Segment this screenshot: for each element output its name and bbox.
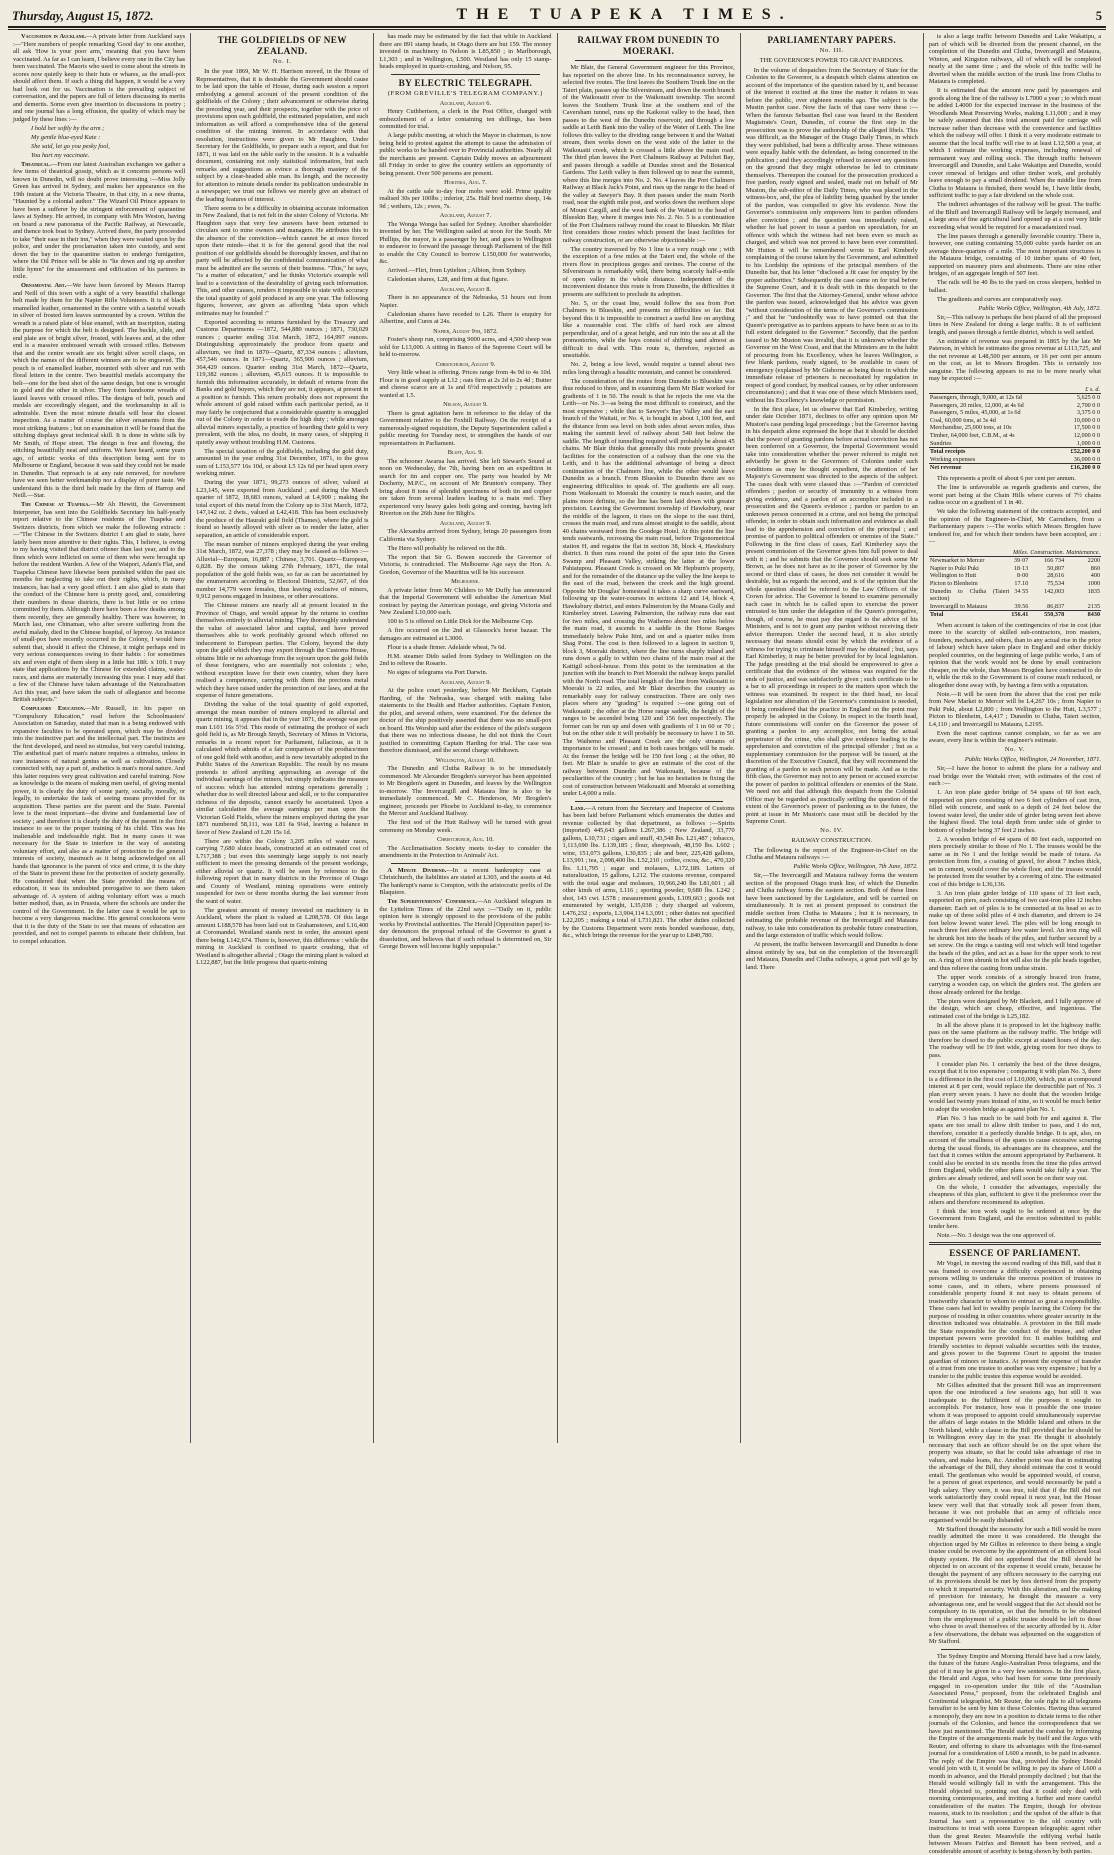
paragraph: The rails will be 40 lbs to the yard on cross sleepers, bedded in ballast.: [928, 279, 1102, 294]
dateline: Melbourne.: [451, 578, 480, 585]
paragraph: The Dunedin and Clutha Railway is to be immediately commenced. Mr Alexander Brogden's surveyor has been appointed to Mr Brogden's agent in Dunedin, and leaves by the Wellington to-morrow. The Invercargill and Mataura line is also to be immediately commenced. Mr C. Henderson, Mr Brogden's engineer, proceeds per Phoebe to Auckland to-day, to commence the Mercer and Auckland Railway.: [379, 765, 552, 817]
article-land-revenue: Land.—A return from the Secretary and Inspector of Customs has been laid before Parliament which enumerates the duties and revenue collected by that department, as follows :—Spirits (imported) 445,643 gallons L267,386 ; New Zealand, 33,770 gallons, L10,731 ; cigars and snuff, 43,548 lbs. L21,487 ; tobacco, 1,113,690 lbs. L139,185 ; flour, sheepwash, 48,150 lbs. L602 ; wine, 151,073 gallons, L30,835 ; ale and beer, 225,428 gallons, L13,991 ; tea, 2,098,400 lbs. L52,210 ; coffee, cocoa, &c., 470,320 lbs. L11,795 ; sugar and molasses, L172,189. Letters of naturalization, 15 gallons, L212. The customs revenue, compared with the total sugar and molasses, 19,966,240 lbs L81,601 ; all other kinds of arms, L116 ; sporting powder, 9,680 lbs. L242 ; shot, 143 cwt. L578 ; measurement goods, L109,663 ; goods not enumerated by weight, L35,038 ; duty charged ad valorem, L476,232 ; exports, L3,904,114 L3,091 ; other duties not specified L22,205 ; making a total of L731,821. The other duties collected by the Customs Department were rents bonded warehouse, duty, &c., which brings the revenue for the year up to L840,780.: [562, 804, 735, 939]
table-header-row: Miles. Construction. Maintenance.: [929, 549, 1101, 557]
dateline: Bluff, Aug. 9.: [447, 449, 484, 456]
paragraph: It is estimated that the amount now paid by passengers and goods along the line of the railway is L7000 a year ; to which must be added L4000 for the expected increase in the business of the Woodlands Meat Preserving Works, making L11,000 ; and it may be safely assumed that this total amount paid for carriage will increase rather than decrease with the convenience and facilities which the railway will offer. I think it a very moderate estimate to assume that the local traffic will rise to at least L12,500 a year, at which I estimate the working expenses, including renewal of permanent way and rolling stock. The through traffic between Invercargill and Dunedin, and Lake Wakatipu and Dunedin, would cover renewal of bridges and other timber work, and probably leave enough to pay a small dividend. When the middle line from Clutha to Mataura is finished, there would be, I have little doubt, sufficient traffic to pay a fair dividend on the whole cost.: [928, 87, 1102, 199]
paragraph: There are within the Colony 3,205 miles of water races, carrying 7,680 sluice heads, constructed at an estimated cost of L717,388 ; but even this seemingly large supply is not nearly sufficient to meet the pressing demands of the present workings, either alluvial or quartz. It will be seen by reference to the following report that in many districts in the Province of Otago and County of Westland, mining operations were entirely suspended for two or three months during the last summer from the want of water.: [196, 837, 369, 905]
lead-compulsory-education: Compulsory Education.: [21, 705, 86, 712]
dateline: Napier, August 9th, 1872.: [433, 327, 498, 335]
contracts-rows: [929, 557, 1101, 611]
paragraph: Dividing the value of the total quantity of gold exported, amongst the mean number of miners employed in alluvial and quartz mining, it appears that in the year 1871, the average was per man L101 16s 5½d. This mode of estimating the produce of each gold field is, as Mr Brough Smyth, Secretary of Mines in Victoria, remarks in a recent report for Parliament, fallacious, as it is calculated which admits of a fair comparison of the produce/men of one gold field with another, and is now invariably adopted in the Public States of the American Republic. The result by no means pretends to afford anything approaching an average of the individual earnings of the miners, but simply indicates the measure of success which has attended mining operations generally ; whether due to well directed labour and skill, or to the comparative richness of the deposits, cannot exactly be ascertained. Upon a similar calculation the average earnings per man upon the Victorian Gold Fields, where the miners employed during the year 1871 numbered 58,111, was L81 6s 9¼d, leaving a balance in favor of New Zealand of L20 15s 1d.: [196, 701, 369, 836]
subhead-topic: THE GOVERNOR'S POWER TO GRANT PARDONS.: [759, 57, 904, 64]
revenue-estimate-rows: [929, 394, 1101, 448]
headline-telegraph: BY ELECTRIC TELEGRAPH.: [398, 77, 533, 88]
lead-land: Land.: [570, 804, 586, 812]
letter-address: Public Works Office, Wellington, 24 November, 1871.: [964, 756, 1102, 764]
paragraph: Mr Vogel, in moving the second reading of this Bill, said that it was framed to overcome a difficulty experienced in obtaining persons willing to undertake the onerous position of trustees in some cases, and in others, where persons possessed of considerable property found it not easy to obtain persons of trustworthy character to whom to entrust so great a responsibility. These cases had led to wealthy people leaving the Colony for the purpose of residing in other countries where greater security in the direction indicated was obtainable. A provision in the Bill made the State responsible for the conduct of the trustee, and other important powers were provided for. It enables building and friendly societies to deposit valuable securities with the trustee, and gives power to the Supreme Court to appoint the trustee guardian of minors or lunatics. At present the expense of transfer of a trust from one trustee to another was very expensive ; but by a transfer to the public trustee this expense would be avoided.: [928, 1260, 1102, 1380]
dateline: Hokitika, Aug. 7.: [444, 179, 487, 186]
paragraph: There is no appearance of the Nebraska, 51 hours out from Napier.: [379, 294, 552, 309]
paragraph: No. 5, or the coast line, would follow the sea from Port Chalmers to Blueskin, and presents no difficulties so far. But beyond this it is impossible to construct a useful line on anything like a reasonable cost. The cliffs of hard rock are almost perpendicular, and of a great height, and run into the sea at all the promontories, while the bays consist of shifting sand almost as difficult to deal with. This route is, therefore, rejected as unsuitable.: [562, 299, 735, 359]
paragraph: No. 2, being a low level, would require a tunnel about two miles long through a basaltic mountain, and cannot be considered.: [562, 361, 735, 376]
dateline: Auckland, August 6.: [439, 99, 492, 107]
paragraph: When account is taken of the contingencies of rise in cost (due more to the scarcity of skilled sub-contractors, iron masters, founders, mechanics, and others, than to any actual rise in the price of labour) which have taken place in England and other thickly peopled countries, on the beginning of large public works, I am of opinion that the work would not be done by small contractors cheaper, on the whole, than Messrs Brogden have contracted to do it, while the risk to the Government is of course much reduced, or altogether done away with, by having a firm with a reputation.: [928, 621, 1102, 689]
section-rule: [929, 1242, 1101, 1245]
paragraph: Caledonian shares, L28, and firm at that figure.: [387, 276, 509, 283]
column-3: [374, 33, 557, 1443]
paragraph: The special taxation of the goldfields, including the gold duty, amounted in the year ending 31st December, 1871, to the gross sum of L153,577 16s 10d, or about L5 12s 6d per head upon every working miner.: [196, 447, 369, 477]
table-row: Coal, 60,000 tons, at 3s 4d 10,000 0 0: [929, 416, 1101, 424]
masthead: [8, 6, 1106, 28]
article-ornamental-art: Ornamental Art.—We have been favored by Messrs Harrop and Neill of this town with a sight of a very beautiful challenge belt made by them for the Napier Rifle Volunteers. It is of black enamelled leather, ornamented in the centre with a tasteful wreath in silver of frosted fern leaves surmounted by a crown. Within the wreath is a raised plate of blue enamel, with an inscription, stating the purpose for which the belt is designed. The buckle, slide, and end plate are of bright silver, frosted, with leaves and, at the other end is a massive embossed wreath with crossed rifles. Between that and the centre wreath are six bright silver scroll clasps, on which the names of the different winners are to be engraved. The pouch is of enamelled leather, mounted with silver and run with floral letters in the centre. Two beautiful medals accompany the belt—one for the best shot of the same design, but one is wrought in gold and the other in silver. They form handsome wreaths of laurel leaves with crossed rifles. The designs of belt, pouch and medals are exceedingly elegant, and the workmanship in all is admirable. Even the most minute details will bear the closest inspection. As a matter of course the silver ornaments from the most striking features ; but on examination it will be found that the stitching displays great technical skill. It is done in white silk by Mr Smith, of Hope street. The design is free and flowing, the stitching beautifully neat and uniform. We have heard, some years ago, of artistic works of this description being sent for to Melbourne or England, because it was said they could not be made in Dunedin. That reproach is at any rate removed, for nowhere have we seen better workmanship nor a display of purer taste. We understand this is the third belt made by the firm of Harrop and Neill.—Star.: [13, 282, 186, 499]
paragraph: On the whole, I consider the advantages, especially the cheapness of this plan, sufficient to give it the preference over the others and therefore recommend its adoption.: [928, 1183, 1102, 1206]
paragraph: has made may be estimated by the fact that while in Auckland there are 891 stamp heads, in Otago there are but 159. The money invested in machinery in Nelson is L85,850 ; in Marlborough, L1,303 ; and in Wellington, L500. Westland has only 15 stamp-heads employed in quartz-crushing, and Nelson, 95.: [379, 33, 552, 70]
paragraph: Note.—It will be seen from the above that the cost per mile from New Market to Mercer will be L4,267 10s ; from Napier to Puki Puki, about L2,800 ; from Wellington to the Hutt, L3,577 ; Picton to Blenheim, L4,417 ; Dunedin to Clutha, Taieri section, L4,110 ; and Invercargill to Mataura, L2195.: [928, 690, 1102, 728]
paragraph: Very little wheat is offering. Prices range from 4s 9d to 4s 10d. Flour is in good supply at L12 ; oats firm at 2s 2d to 2s 4d ; Butter and cheese scarce are at 1s and 6½d respectively ; potatoes are wanted at 1.5.: [379, 369, 552, 399]
paragraph: At the cattle sale to-day four mobs were sold. Prime quality realised 30s per 100lbs ; inferior, 25s. Half bred merino sheep, 14s 9d ; wethers, 12s ; ewes, 7s.: [379, 187, 552, 210]
paragraph: The first sod of the Hutt Railway will be turned with great ceremony on Monday week.: [379, 819, 552, 834]
paragraph: The line is unfavorable as regards gradients and curves, the worst part being at the Chain Hills where curves of 7½ chains radius occur on a gradient of 1 in 40.: [928, 484, 1102, 507]
paragraph: No signs of telegrams via Port Darwin.: [387, 669, 488, 676]
lead-vaccination: Vaccination in Auckland.: [21, 33, 86, 40]
headline-parliamentary-papers: PARLIAMENTARY PAPERS.: [767, 35, 897, 45]
subhead-topic: RAILWAY CONSTRUCTION.: [791, 837, 873, 844]
dateline: Christchurch, August 9.: [435, 360, 496, 368]
paragraph: A large public meeting, at which the Mayor in chairman, is now being held to protest against the attempt to cause the admission of public works to be handed over to Provincial authorities. Nearly all the merchants are present. Captain Daldy moves an adjournment till Friday in order to give the country settlers an opportunity of being present. Over 500 persons are present.: [379, 132, 552, 177]
paragraph: In the volume of despatches from the Secretary of State for the Colonies to the Governor, is a despatch which claims attention on account of the importance of the question raised by it, and because of the interest it excited at the time the matter it relates to was before the public, over eighteen months ago. The subject is the Mustin pardon case. Now the facts of that case were these :—When the famous Sebastian Ibel case was heard in the Resident Magistrate's Court, Dunedin, of course the first step in the prosecution was to prove the authorship of the alleged libels. This was difficult, as the Manager of the Otago Daily Times, in which they were published, had been a difficulty arose. These witnesses were equally liable with the defendant, as being concerned in the publication ; and they accordingly refused to answer any questions on the ground that they might otherwise be led to criminate themselves. Thereupon the counsel for the prosecution produced a free pardon, ready signed and sealed, made out on behalf of Mr Muston, the sub-editor of the Daily Times, who was placed in the witness-box, and, the plea of liability being quashed by the tender of the pardon, was compelled to give his evidence. Now the Governor's commission only empowers him to pardon offenders after conviction ; and the question was immediately raised, whether he had power to issue a pardon on speculation, for an offence with which the witness had not been even so much as charged, and which was not proved to have been ever committed. Mr Hutton it will be remembered wrote to Earl Kimberly complaining of the course taken by the Government, and submitted to his Lordship the opinions of the principal members of the Dunedin bar, that his letter "disclosed a fit case for enquiry by the proper authorities." Subsequently the case came on for trial before the Supreme Court, and it is dealt with in this despatch to the Governor. The first that the Attorney-General, under whose advice the pardon was issued, acknowledged that his advice was given "without consideration of the terms of the Governor's commission ;" and that he "undoubtedly was to have pointed out that the Queen's prerogative as to pardons appears to have been so as to its full extent delegated to the Governor." Secondly, that the pardon issued to Mr Muston was invalid, that it is unknown whether the Governor on the West Coast, and that the Ministers are in the habit of procuring from his Excellency, when he leaves Wellington, a few blank pardons, ready signed, to be available in cases of emergency (explained by Mr Gisborne as being those in which the immediate release of prisoners is necessitated by regulation in respect of good conduct, by medical causes, or by other unforeseen circumstances) ; and that it was one of these which Ministers used, without his Excellency's knowledge or permission.: [745, 66, 918, 404]
table-total-row: Total receipts £52,200 0 0: [929, 448, 1101, 456]
paragraph: 2. A wooden bridge of 44 spans of 80 feet each, supported on piers precisely similar to those of No 1. The trusses would be the same as in No 1 and the bridge would be made of totara. As protection from fire, a coating of gravel, for about 7 inches thick, set in cement, would cover the whole floor, and the trusses would be protected from the weather by a covering of zinc. The estimated cost of this bridge is L36,136.: [928, 835, 1102, 888]
paragraph: Arrived.—Flirt, from Lyttelton ; Albion, from Sydney.: [387, 267, 527, 274]
table-row: Invercargill to Mataura 39.56 86,837 2135: [929, 602, 1101, 610]
table-row: Picton to Blenheim 17.10 75,534 1000: [929, 579, 1101, 587]
paragraph: Plan No. 3 has much to be said both for and against it. The spans are too small to allow drift timber to pass, and I do not, therefore, consider it a perfectly durable bridge. It is apt, also, on account of the smallness of the spans to cause excessive scouring during the usual floods, its advantages are its cheapness, and the fact that it comes within the amount appropriated by Parliament. It could also be erected in six months from the time the piles arrived from England, while the other plans would take fully a year. The girders are already ordered, and will soon be on their way out.: [928, 1114, 1102, 1182]
paragraph: The line passes through a generally favorable country. There is, however, one cutting containing 55,000 cubic yards harder on an average three-quarters of a mile. The most important structures is the Mataura bridge, consisting of 10 timber spans of 40 feet, supported on masonry piers and abutments. There are nine other bridges, of an aggregate length of 507 feet.: [928, 232, 1102, 277]
section-rule: [941, 1649, 1089, 1650]
paragraph: Foster's sheep run, comprising 9000 acres, and 4,500 sheep was sold for L13,000. A sitting in Banco of the Supreme Court will be held to-morrow.: [379, 336, 552, 358]
subhead-number: No. III.: [819, 47, 844, 54]
paragraph: I consider plan No. 1 certainly the best of the three designs, except that it is too expensive ; comparing it with plan No. 3, there is a difference in the first cost of L10,000, which, put at compound interest at 8 per cent, would replace the destructible part of No. 3 plan every seven years. I have no doubt that the wooden bridge would last twenty years instead of nine, so it would be much better to adopt the wooden bridge as against plan No. 1.: [928, 1060, 1102, 1113]
headline-goldfields: THE GOLDFIELDS OF NEW ZEALAND.: [217, 35, 347, 56]
paragraph: The Sydney Empire and Morning Herald have had a row lately, the future of the future Anglo-Australian Press telegrams, and the gist of it may be given in a very few sentences. In the first place, the Herald and Argus, who had been for some time previously engaged in co-operation under the title of the "Australian Associated Press," proposed, from the celebrated English and Continental telegraphist, Mr Reuter, the sole right to all telegrams hereafter to be sent by him to these Colonies. Having thus secured a monopoly, they are now in a position to dictate terms to the other journals of the Colonies, and hence the correspondence that we have just mentioned. The Herald started the combat by informing the Empire of the arrangements made by itself and the Argus with Reuter, and offering to share its advantages with the first-named journal for a consideration of L600 a month, to be paid in advance. The reply of the Empire was that, provided the Sydney Herald would join with it, it would be willing to pay its share of L600 a month in advance, and the Herald promptly declined ; but that the Herald would willingly fall in with the arrangement. This the Herald objected to, pointing out that it could only deal with morning contemporaries, and inviting a further and more careful consideration of the matter. The Empire, though for obvious reasons, stuck to its resolution ; and the upshot of the affair is that Journal has sent a representative to the old country with instructions to treat with some European telegraphic agent other than the great Reuter. Meanwhile the edifying verbal battle between Messrs Fairfax and Bennett has been revived, and a considerable amount of acerbity is being shown by both parties.: [928, 1652, 1102, 1855]
paragraph: A private letter from Mr Childers to Mr Duffy has announced that the Imperial Government will subsidise the American Mail contract by paying the American postage, and giving Victoria and New Zealand L10,000 each.: [379, 586, 552, 616]
subhead-number: No. IV.: [820, 827, 844, 834]
lead-superintendents-conference: The Superintendents' Conference.: [387, 898, 477, 905]
contracts-table: [929, 549, 1101, 619]
dateline: Auckland, August 7.: [439, 212, 492, 219]
paragraph: Even the most captious cannot complain, so far as we are aware, every line is within the engineer's estimate.: [928, 729, 1102, 745]
column-2: [191, 33, 374, 1443]
paragraph: A fire occurred on the 2nd at Glassock's horse bazaar. The damages are estimated at L3000.: [379, 627, 552, 642]
paragraph: The country traversed by No 1 line is a very rough one ; with the exception of a few miles at the Taieri end, the whole of the rivers flow in precipitous gorges and ravines. The course of the Silverstream is remarkably wild, there being scarcely half-a-mile of open valley in the whole distance. Independent of the inconvenient distance this route is from Dunedin, the difficulties it presents are sufficient to preclude its adoption.: [562, 245, 735, 298]
table-row: Passengers, 20 miles, 12,000, at 4s 6d 2,700 0 0: [929, 401, 1101, 409]
headline-essence-parliament: ESSENCE OF PARLIAMENT.: [949, 1248, 1081, 1259]
lead-ornamental-art: Ornamental Art.: [21, 282, 67, 289]
verse-line: I hold her softly by the arm ;: [31, 124, 105, 132]
paragraph: Mr Gillies admitted that the present Bill was an improvement upon the one introduced a few sessions ago, but still it was inadequate to the fulfilment of the purposes it sought to accomplish. For instance, how was it possible the one trustee whom it was proposed to appoint could simultaneously supervise the affairs of large estates in the Middle Island and others in the North Island, while a clause in the Bill provided that he should be in Wellington every day in the year. He thought it absolutely necessary that such an officer should be on the spot where the property was situate, so that he could take advantage of rise in values, and make loans, &c. Another point was that in estimating the advantage of the Bill, they should estimate the cost it would entail. The gentleman who would be appointed would, of course, be a person of great experience, and would necessarily be paid a high salary. They were, it was true, told that if the Bill did not work satisfactorily they could repeal it next year, but the House knew very well that that virtually took all power from them, because it was not probable that an army of officials once organised would be easily disbanded.: [928, 1381, 1102, 1524]
paragraph: During the year 1871, 99,273 ounces of silver, valued at L23,145, were exported from Auckland ; and during the March quarter of 1872, 18,683 ounces, valued at L4,900 ; making the total export of this metal from the Colony up to 31st March, 1872, 147,142 oz. 2 dwts., valued at L42,418. This has been exclusively the produce of the Hauraki gold field (Thames), where the gold is found so heavily alloyed with silver as to render the latter, after separation, an article of considerable export.: [196, 479, 369, 539]
paragraph: The greatest amount of money invested on machinery is in Auckland, where the plant is valued at L208,578. Of this large amount L188,578 has been laid out in Grahamstown, and L16,400 at Coromandel. Westland stands next in order, the amount spent there being L142,674. There is, however, this difference : while the mining in Auckland is confined to quartz crushing, that of Westland is altogether alluvial ; Otago the mining plant is valued at L122,887, but the little progress that quartz-mining: [196, 906, 369, 966]
headline-railway-moeraki: RAILWAY FROM DUNEDIN TO MOERAKI.: [577, 35, 720, 56]
paragraph: 1. An iron plate girder bridge of 54 spans of 60 feet each, supported on piers consisting of two 6 feet cylinders of cast iron, filled with concrete, and sunk to a depth of 24 feet below the lowest water level, the under side of girder being seven feet above the highest flood. The total depth from under side of girder to bottom of cylinder being 37 feet 2 inches.: [928, 789, 1102, 834]
paragraph: Note.—No. 3 design was the one approved of.: [936, 1231, 1056, 1239]
paragraph: The schooner Awarua has arrived. She left Stewart's Sound at noon on Wednesday, the 7th, having been on an expedition in search for tin and copper ore. The party was headed by Mr Docherty, M.P.C., on account of Mr Brunton's company. They bring about 8 tons of splendid specimens of both tin and copper ore taken from several leaders leading to a main reef. They experienced very heavy gales both going and coming, having left Riverton on the 26th June for Bligh's.: [379, 457, 552, 517]
table-row: Working expenses 36,000 0 0: [929, 455, 1101, 463]
paragraph: The gradients and curves are comparatively easy.: [936, 295, 1063, 303]
paragraph: In the first place, let us observe that Earl Kimberley, writing under date October 1871, declines to offer any opinion upon Mr Muston's case pending legal proceedings ; but the Governor having in his despatch alone expressed the hope that it should be decided that the power of granting pardons before actual conviction has not been conferred on a Governor, the Imperial Government would take into consideration whether the power referred to might not advisedly be given to the Governors of Colonies under such conditions as may be thought expedient, the attention of her Majesty's Government was directed to the aspects of the subject. The cases dealt with were classed thus :—"Pardon of convicted offenders ; pardon or security of immunity to a witness from giving evidence, and a pardon of an accomplice included in a prosecution and the Queen's evidence ; pardon or pardon to an unknown person concerned in a crime, and not being the principal offender, in order to obtain such information and evidence as shall lead to the apprehension and conviction of the principal ; and promise of pardon to political offenders or enemies of the State." Following in the first class of cases, Earl Kimberley says the present commission of the Governor gives him full power to deal with it ; and he submits that the Governor should seek some Mr Brown, as he does not have as to the power of Governor by the second or third class of cases, he does not consider it would be desirable, but as regards the second, and is of the opinion that the whole question should be referred to the Law Officers of the Crown for advice. The Governor is bound to examine personally each case in which he is called upon to exercise the power entrusted to him under the delegation of the Queen's prerogative, though, of course, he must pay due regard to the advice of his Ministers, and is not to grant any pardon without receiving their advice thereupon. Under the second head, it is also strictly necessary that means should exist by which the evidence of a witness for trying to criminate himself may be obtained ; but, says Earl Kimberley, it may be better provided for by local legislation. The judge presiding at the trial should be empowered to give a certificate that the evidence of the witness was required for the ends of justice, and was satisfactorily given ; such certificate to be a bar to all proceedings in respect to the matters upon which the witness was examined. In respect to the third head, no local legislation nor alteration of the Governor's commission is needed, it being considered that the practice in England on the point may properly be adopted in the Colony. In respect to the fourth head, future commissions will confer on the Governor the power of granting a pardon to any accomplice, not being the actual perpetrator of the crime, who shall give evidence leading to the apprehension and conviction of the principal offender ; but as a supplementary commission for the purpose will be issued, at the discretion of the Executive Council, that they will recommend the granting of a pardon to such person will be made. And as to the fifth class, the Governor may not to any person or accused exercise the power of pardon to political offenders or enemies of the State. We need not add that although this despatch from the Colonial Office may be regarded as practically settling the question of the extent of the Governor's power of pardoning as to the future, the point at issue in Mr Muston's case must still be decided by the Supreme Court.: [745, 405, 918, 825]
table-row: Sundries 1,000 0 0: [929, 439, 1101, 447]
paragraph: The Chinese miners are nearly all at present located in the Province of Otago, and would appear by the returns to confine themselves entirely to alluvial mining. They thoroughly understand the value of associated labor and capital, and have proved themselves able to work profitably ground which offered no inducement to European parties. The Colony, beyond the duty upon the gold which they may export through the Customs House, obtains little or no advantage from the sojourn upon the gold fields of these foreigners, who are essentially not colonists ; who, without exception leave for their own country, when they have realised a competence, carrying with them the precious metal which they have raised under the protection of our laws, and at the expense of future generations.: [196, 602, 369, 699]
table-row: Wellington to Hutt 8·00 28,616 400: [929, 572, 1101, 580]
letter-address: Public Works Office, Wellington, 7th June, 1872.: [793, 863, 918, 870]
dateline: Nelson, August 9.: [443, 401, 488, 408]
column-5: [741, 33, 924, 1443]
revenue-estimate-table: [929, 386, 1101, 473]
newspaper-title: THE TUAPEKA TIMES.: [456, 6, 793, 23]
paragraph: 3. An iron plate girder bridge of 110 spans of 33 feet each, supported on piers, each consisting of two cast-iron piles 12 inches diameter. Each set of piles is to be connected at its head so as to make up of three solid piles of 4 inch diameter, and driven to 24 feet below lowest water level. The piles will be long enough to reach three feet above ordinary low water level. An iron ring will be shrunk hot into the heads of the piles, and further secured by a set screw. On the rings a casting will rest which will bind together the heads of the piles, and act as a base for the upper work to rest on. A ring of iron shrunk in hot will also tie the pile heads together, and thus relieve the casting from undue strain.: [928, 889, 1102, 972]
verse-line: You hurt my vaccinate.: [31, 151, 90, 159]
paragraph: H.M. steamer Dido sailed from Sydney to Wellington on the 2nd to relieve the Rosario.: [379, 652, 552, 667]
paragraph: At present, the traffic between Invercargill and Dunedin is done almost entirely by sea, but on the completion of the Invercargill and Mataura, Dunedin and Clutha railways, a great part will go by land. There: [745, 941, 918, 971]
table-header-row: £ s. d.: [929, 386, 1101, 394]
section-rule: [391, 74, 539, 75]
section-rule: [575, 60, 723, 61]
table-row: Passengers, through, 9,000, at 12s 6d 5,625 0 0: [929, 394, 1101, 402]
paragraph: The indirect advantages of the railway will be great. The traffic of the Bluff and Invercargill Railway will be largely increased, and a large area of fine agricultural land opened up at a cost very little exceeding what would be required for a macadamized road.: [928, 201, 1102, 231]
dateline: Wellington, August 10.: [435, 756, 495, 764]
paragraph: Caledonian shares have receded to L26. There is enquiry for Albertine, and Cures at 24s.: [379, 310, 552, 325]
article-vaccination: Vaccination in Auckland.—A private letter from Auckland says :—"Here numbers of people remarking 'Good day' to one another, all ask 'How is your poor arm,' meaning that you have been vaccinated. As far as I can learn, I believe every one in the City has been vaccinated. The Maoris who used to come about the streets in scores now quietly keep to their huts or whares, as the small-pox should affect them. If such a thing did happen, it would be a very bad look out for us. Vaccination is the prevailing subject of conversation, and the papers are full of letters discussing its merits and demerits. Some even give insertion to discussions in poetry ; and one journal has a long effusion, the quality of which may be judged by these lines :—: [13, 33, 186, 123]
paragraph: The report that Sir G. Bowen succeeds the Governor of Victoria, is contradicted. The Melbourne Age says the Hon. A. Gordon, Governor of the Mauritius will be his successor.: [379, 553, 552, 576]
column-6: [924, 33, 1106, 1855]
paragraph: Mr Blair, the General Government engineer for this Province, has reported on the above line. In his reconnaissance survey, he selected five routes. The first leaves the Southern Trunk line on the Taieri plain, passes up the Silverstream, and down the north branch of the Waikouaiti river to the Waikouaiti township. The second leaves the Southern Trunk line at the southern end of the Caversham tunnel, runs up the Kaikorai valley to the head, then passes to the west of the Dunedin reservoir, and through a low saddle at Leith Bank into the valley of the Water of Leith. The line follows this valley to the dividing range between it and the Waitati stream, then works down on the west side of the latter to the Waikouaiti creek, which is crossed a little above the main road. The third plan leaves the Port Chalmers Railway at Pelichet Bay, and passes through a saddle at Dundas street and the Botanical Gardens. The Leith valley is then followed up to near the summit, where this line merges into No. 2. No. 4 leaves the Port Chalmers Railway at Black Jack's Point, and rises up the range to the head of the valley at Sawyer's Bay. It then passes under the main North road, near the eighth mile post, and works down the northern slope of Mount Cargill, and the west bank of the Waitati to the head of Blueskin Bay, where it merges into No. 2. No. 5 is a continuation of the Port Chalmers railway round the coast to Blueskin. Mr Blair first considers those routes which present the least facilities for railway construction, or are otherwise objectionable :—: [562, 64, 735, 244]
paragraph: Exported according to returns furnished by the Treasury and Customs Departments —1872, 544,880 ounces ; 1871, 730,029 ounces ; quarter ending 31st March, 1872, 164,997 ounces. Distinguishing approximately the produce from quartz and alluvium, we find in 1870—Quartz, 87,334 ounces ; alluvium, 457,546 ounces. In 1871—Quartz, 365,906 ounces ; alluvium, 364,429 ounces. Quarter ending 31st March, 1872—Quartz, 119,382 ounces ; alluvium, 45,615 ounces. It is impossible to furnish this information accurately, in default of returns from the Banks and gold buyers, which they are not, it appears, at present in a position to furnish. This return probably does not represent the whole amount of gold raised within each particular period, as it may fairly be conjectured that a considerable quantity is smuggled out of the Colony in order to evade the high duty ; while amongst alluvial miners especially, a practice of hoarding their gold is very prevalent, with the idea, no doubt, in many cases, of shipping it quietly away without troubling H.M. Customs.: [196, 318, 369, 446]
paragraph: The mean number of miners employed during the year ending 31st March, 1872, was 27,378 ; they may be classed as follows :—Alluvial—European, 16,887 ; Chinese, 3,701. Quartz—European, 6,828. By the census taking 27th February, 1871, the total population of the gold fields was, so far as can be ascertained by the enumerators according to Electoral Districts, 52,667, of this number 14,779 were females, thus leaving exclusive of miners, 9,912 persons engaged in business, or other avocations.: [196, 540, 369, 600]
lead-minute-dividend: A Minute Dividend.: [387, 866, 447, 874]
article-compulsory-education: Compulsory Education.—Mr Russell, in his paper on "Compulsory Education," read before the Schoolmasters' Association on Saturday, stated that man is a being endowed with expansive faculties to be operated upon, which may be divided into the instinctive part and the intellectual part. The instincts are the first developed, and need no stimulus, but very careful training. The æsthetical part of man's nature requires a stimulus, unless in rare instances of natural genius as well as cultivation. Closely connected with, nay a part of, æsthetics is man's moral nature. And this latter requires very great cultivation and careful training. Now as knowledge is the means of making men useful, of giving mental power, it is clearly the duty of some party, socially, morally, or legally, to undertake the task of seeing means provided for its acquisition. These parties are the parent and the State. Parental love is the most important—the divine and fundamental law of society ; and therefore it is clearly the duty of the parent in the first instance to see to the proper training of his child. This was his inalienable and indefeasible right. But in many cases it was necessary for the State to interfere in the way of assisting voluntary effort, and also as a matter of protection to the general interests of society, inasmuch as it being acknowledged on all hands that ignorance is the parent of vice and crime, it is the duty of the State to prevent these for the protection of society generally. He considered that when the State provided the means of education, it was its undoubted prerogative to see them taken advantage of. A system of aiding voluntary effort was a much better method, than, as in Prussia, where the schools are under the control of the Government. In the latter case it would be apt to become a very dangerous machine. His general conclusions were that it is the duty of the State to see that means of education are provided, and not to compel parents to educate their children, but to compel education.: [13, 705, 186, 945]
paragraph: I think the iron work ought to be ordered at once by the Government from England, and the erection submitted to public tender here.: [928, 1207, 1102, 1230]
table-row: Dunedin to Clutha (Taieri section) 34 55 142,003 1835: [929, 587, 1101, 603]
paragraph: The upper work consists of a strongly braced iron frame, carrying a wooden cap, on which the girders rest. The girders are those already ordered for the bridge.: [928, 973, 1102, 996]
paragraph: is also a large traffic between Dunedin and Lake Wakatipu, a part of which will be diverted from the present channel, on the completion of the Dunedin and Clutha, Invercargill and Mataura, Winton, and Kingston railways, all of which will be completed nearly at the same time ; and the whole of this traffic will be diverted when the middle section of the trunk line from Clutha to Mataura is completed.: [928, 33, 1102, 85]
column-1: [8, 33, 191, 1443]
table-row: Newmarket to Mercer 39·07 166 734 2200: [929, 557, 1101, 565]
paragraph: Flour is a shade firmer. Adelaide wheat, 7s 6d.: [387, 643, 507, 651]
paragraph: The Alexandra arrived from Sydney, brings 20 passengers from California via Sydney.: [379, 528, 552, 543]
paragraph: Sir,—I have the honor to submit the plans for a railway and road bridge over the Waitaki river, with estimates of the cost of each :—: [928, 765, 1102, 788]
paragraph: In the year 1869, Mr W. H. Harrison moved, in the House of Representatives, that it is desirable the Government should cause to be laid upon the table of House, during each session a report embodying a general account of the present condition of the goldfields of the Colony ; their advancement or otherwise during the preceding year, and their prospects, together with the price of provisions upon each goldfield, the estimated population, and such information as will afford a comprehensive idea of the general condition of the mining interest. In accordance with that resolution, instructions were given to Mr Haughton, Under Secretary for the Goldfields, to prepare such a report, and that for 1871, it was laid on the table early in the session. It is a valuable document, containing not only statistical information, but such remarks and suggestions as evince a thorough mastery of the subject by a clear-headed able man. Its length, and the necessity for attention to minute details render its publication undesirable in a newspaper; we trust our fellows we merely give an abstract of the leading features of interest.: [196, 68, 369, 203]
subhead-goldfields-number: No. I.: [272, 58, 292, 65]
verse-line: My gentle blue-eyed Kate :: [31, 133, 101, 141]
verse-line: She said, let go you pesky fool,: [31, 142, 110, 150]
paragraph: We take the following statement of the contracts accepted, and the opinion of the Engineer-in-Chief, Mr Carruthers, from a Parliamentary papers :—The works which Messrs Brogden have tendered for, and for which their tenders have been accepted, are :—: [928, 508, 1102, 546]
article-minute-dividend: A Minute Dividend.—In a recent bankruptcy case at Christchurch, the liabilities are stated at L303, and the assets at 4d. The bankrupt's name is Compton, with the aristocratic prefix of De Blaquiere.: [379, 866, 552, 896]
subhead-telegraph-source: (FROM GREVILLE'S TELEGRAM COMPANY.): [387, 89, 543, 97]
table-row: Napier to Puki Puki 18·13 50,807 860: [929, 564, 1101, 572]
issue-date: Thursday, August 15, 1872.: [12, 9, 154, 23]
paragraph: 100 to 5 is offered on Little Dick for the Melbourne Cup.: [387, 618, 534, 625]
paragraph: At the police court yesterday, before Mr Beckham, Captain Harding, of the Nebraska, was charged with making false statements to the Health and Harbor authorities. Captain Fenton, the pilot, and several others, were examined. For the defence the doctor of the ship positively asserted that there was no small-pox on board. His Worship said after the evidence of the pilot's surgeon that there was no infectious disease, he did not think the Court justified in committing Captain Harding for trial. The case was therefore dismissed, and the second charge withdrawn.: [379, 687, 552, 754]
letter-address: Public Works Office, Wellington, 4th July, 1872.: [978, 304, 1102, 312]
page-number: 5: [1095, 9, 1102, 23]
table-net-row: Net revenue £16,200 0 0: [929, 464, 1101, 472]
table-row: Merchandise, 25,000 tons, at 10s 17,500 0 0: [929, 424, 1101, 432]
dateline: Auckland, August 8.: [439, 285, 492, 293]
paragraph: The Hero will probably be relieved on the 8th.: [387, 544, 507, 552]
paragraph: The following is the report of the Engineer-in-Chief on the Clutha and Mataura railways :—: [745, 846, 918, 861]
lead-chinese-tuapeka: The Chinese at Tuapeka.: [21, 501, 90, 508]
paragraph: In all the above plans it is proposed to let the highway traffic pass on the same platform as the railway traffic. The bridge will therefore be closed to the public except at stated hours of the day. The roadway will be 19 feet wide, giving room for two drays to pass.: [928, 1021, 1102, 1059]
paragraph: The piers were designed by Mr Blackett, and I fully approve of the design, which are cheap, effective, and ingenious. The estimated cost of the bridge is L25,182.: [928, 997, 1102, 1020]
paragraph: There is great agitation here in reference to the delay of the Government relative to the Foxhill Railway. On the receipt of a numerously-signed requisition, the Deputy Superintendent called a public meeting for Tuesday next, to strengthen the hands of our representatives in Parliament.: [379, 409, 552, 447]
table-row: Passengers, 5 miles, 45,000, at 1s 6d 3,375 0 0: [929, 409, 1101, 417]
dateline: Christchurch, Aug. 10.: [436, 836, 494, 843]
subhead-number: No. V.: [1004, 746, 1026, 754]
paragraph: The Acclimatisation Society meets to-day to consider the amendments in the Protection to Animals' Act.: [379, 844, 552, 859]
dateline: Auckland, August 9.: [439, 519, 492, 527]
table-total-row: Total 156.41 550,378 8430: [929, 611, 1101, 619]
paragraph: An estimate of revenue was prepared in 1865 by the late Mr Paterson, in which he estimates the gross revenue at L113,725, and the net revenue at L48,500 per annum, or 16 per cent per annum on the cost, as let to Messrs Brogden. This is certainly too sanguine. The following appears to me to be more nearly what may be expected :—: [928, 337, 1102, 382]
paragraph: There seems to be a difficulty in obtaining accurate information in New Zealand, that is not felt in the sister Colony of Victoria. Mr Haughton says that very few answers have been returned to circulars sent to mine owners and managers. He attributes this to the absence of the conviction—which cannot be at once forced upon their minds—that it is for the general good that the real position of our goldfields should be thoroughly known, and that no party will be affected by the confidential communication of what must be admitted are the secrets of their business. "This," he says, "is a matter of education," and he thinks Victoria's example will lead to a conviction of the desirability of giving such information. This, and other causes, renders it impossible to state with accuracy the total quantity of gold produced in any one year. The following figures, however, are given as affording "data upon which estimates may be founded :": [196, 204, 369, 317]
article-theatrical: Theatrical.—From our latest Australian exchanges we gather a few items of theatrical gossip, which as it concerns persons well known in Dunedin, will no doubt prove interesting :—Miss Jolly Green has arrived in Sydney, and makes her appearance on the 19th instant at the Victoria Theatre, in that city, in a new drama, "Haunted by a colonial author." The Wizard Oil Prince appears to have been a sufferer by the stringent enforcement of quarantine laws at Sydney. He arrived, in company with Mrs Weston, having on board a new panorama of the Pacific Railway, at Newcastle, and thence took boat to Sydney. Arrived there, the party proceeded to take "their ease in their inn," when they were waited upon by the police, and under the proclamation taken into custody, and sent down the bay to the quarantine station to undergo fumigation, where the Oil Prince will be able to "lie down and rig up another little hymn" for the amusement and edification of his partners in exile.: [13, 160, 186, 280]
paragraph: Sir,—The Invercargill and Mataura railway forms the western section of the proposed Otago trunk line, of which the Dunedin and Clutha railway forms the eastern section. Both of these lines have been sanctioned by the Legislature, and will be carried on simultaneously. It is not at present proposed to construct the middle section from Clutha to Mataura ; but it is necessary, in estimating the probable revenue of the Invercargill and Mataura railway, to take into consideration its probable future construction, and the large extension of traffic which would follow.: [745, 872, 918, 939]
paragraph: The Wonga Wonga has sailed for Sydney. Another shareholder invented by her. The Wellington sailed at noon for the South. Mr Phillips, the mayor, is a passenger by her, and goes to Wellington to endeavor to forward the passage through Parliament of the Bill to enable the City Council to borrow L150,000 for waterworks, &c.: [379, 220, 552, 265]
columns: [8, 33, 1106, 1855]
section-rule: [391, 863, 539, 864]
column-4: [558, 33, 741, 1443]
paragraph: The consideration of the routes from Dunedin to Blueskin was thus reduced to three, and in examining them Mr Blair worked for gradients of 1 in 50. The result is that he rejects the one via the Leith—or No. 3—as being the most difficult to construct, and the most expensive ; while that to Sawyer's Bay Valley and the east branch of the Waitati, or No. 4, is bought in about 1,100 feet, and the distance from sea level on both sides about seven miles, thus making the summit level of railway about 540 feet below the saddle. The length of tunnelling required will probably be about 45 chains. Mr Blair thinks that generally this route presents greater facilities for the construction of a railway than the one via the Leith, and it has the additional advantage of being a direct continuation of the Chalmers line, while the other would leave Dunedin as a branch. From Blueskin to Dunedin there are no engineering difficulties to speak of. The gradients are all easy. From Waikouaiti to Moeraki the country is much easier, and the plains more definite, so the line has been laid down with greater precision. Leaving the Government township of Hawksbury, near the middle of the lagoon, it rises on the slope to the east third, crosses the main road, and runs almost straight to the saddle, about 40 chains westward from the Goodege Hotel. At this point the line tends eastwards, recrossing the main road, before Trigonometrical station H, and regains the flat in section 38, block 4, Hawksbury district. It then runs round the point of the spur into the Green Swamp and Pleasant Valley, striking the latter at the lower Pahiatupou. Pleasant Creek is crossed on Mr Hepburn's property, and for the remainder of the distance up the valley the line keeps to the east of the road, between the creek and the high ground. Opposite Mr Douglas' homestead it takes a sharp curve eastward, following up the water-courses in sections 12 and 14, block 4, Hawksbury district, and enters Palmerston by the Moana Gully and Kimberley street. Leaving Palmerston, the railway runs due east for two miles, and crossing the Waihemo about two miles below the main road, it ascends to a saddle in the Horse Ranges immediately below Puke Itini, and on and a quarter miles from Shag Point. The cost is then followed to a lagoon in section 9, block 3, Moeraki district, where the line turns sharply inland and runs down a gully to within two chains of the main road at the Kattigil school-house. From this point to the termination at the junction with the branch to Port Moeraki the railway keeps parallel with the North road. The total length of the line from Waikouaiti to Moeraki is 22 miles, and Mr Blair describes the country as remarkably easy for railway construction. There are only two places where any "grading" is required :—one going out of Waikouaiti ; the other at the Horse range saddle, the height of the ranges to be ascended being 120 and 156 feet respectively. The former can be run up and down with gradients of 1 in 60 or 70 ; but on the other side it will probably be necessary to have 1 in 50. The Waihemo and Pleasant Creek are the only streams of importance to be crossed ; and in both cases bridges will be made. At the former the bridge will be 150 feet long ; at the other, 80 feet. Mr Blair is unable to give an estimate of the cost of the railway between Dunedin and Waikouaiti, because of the peculiarities of the country ; but he has no hesitation in fixing the cost of construction between Waikouaiti and Moeraki at something under L4,000 a mile.: [562, 377, 735, 797]
paragraph: This represents a profit of about 6 per cent per annum.: [936, 475, 1076, 483]
article-chinese-tuapeka: The Chinese at Tuapeka.—Mr Ah Hewitt, the Government Interpreter, has sent into the Goldfields Secretary his half-yearly report relative to the Chinese residents of the Tuapeka and Switzers districts, from which we make the following extracts :—"The Chinese in the Switzers district I am glad to state, have lately been more attentive to their rights. This, I believe, is owing to my having visited that district oftener than last year, and to the fines which were inflicted on some of them who were brought up before the resident Warden. A few of the Waipori, Adam's Flat, and Tuapeka Chinese have likewise been punished within the past six months for neglecting to take out their rights, which, in many instances, has had a very good effect. I am also glad to state that the conduct of the Chinese here is pretty good, and, considering their numbers in those districts, there is but little or no crime committed by them. Although there have been a few deaths among them recently, they are generally healthy. There was however, in March last, one Chinaman, who after severe suffering from the awful malady, died in the Chinese hospital, of leprosy. An instance of small-pox have recently occurred in the Colony, I would here submit that, should it affect the Chinese, it might perhaps end in very serious consequences owing to their habits : for sometimes six and even eight of them sleep in a little hut 18ft. x 10ft. I may state that applications by the Chinese for extended claims, water-races, and dams are materially increasing this year. I may add that a few of the Chinese have taken advantage of the Naturalisation Act this year, and have taken the oath of allegiance and become British subjects.": [13, 501, 186, 703]
dateline: Auckland, August 9.: [439, 678, 492, 686]
paragraph: Henry Cuthbertson, a clerk in the Post Office, charged with embezzlement of a letter containing ten shillings, has been committed for trial.: [379, 108, 552, 130]
article-superintendents-conference: The Superintendents' Conference.—An Auckland telegram in the Lyttelton Times of the 22nd says :—"Daily on it, public opinion here is strongly opposed to the provisions of the public works by Provincial authorities. The Herald [Opposition paper] to-day denounces the proposal refusal of the Governor to grant a dissolution, and believes that if such refusal is determined on, Sir George Bowen will become highly unpopular.": [379, 898, 552, 950]
lead-theatrical: Theatrical.: [21, 160, 51, 168]
section-rule: [575, 801, 723, 802]
table-row: Timber, 64,000 feet, C.B.M., at 4s 12,000 0 0: [929, 432, 1101, 440]
masthead-rule: [8, 28, 1106, 30]
paragraph: Mr Stafford thought the necessity for such a Bill would be more readily admitted the more it was considered. He thought the objection urged by Mr Gillies in reference to there being a single trustee could be overcome by the appointment of an efficient local deputy system. He did not apprehend that the Bill should be objected to on account of the expense it would create, because he thought the payment of any officers necessary to the carrying out of its provisions should be met by fees derived from the property to which it imparted security. With this alteration, and the making of provision for intestacy, he thought the measure a very advantageous one, and he would suggest that the Act should not be compulsory in its operation, so that the benefits to be obtained from the employment of a public trustee should be left to those who chose to avail themselves of the security afforded by it. After a few observations, the debate was adjourned on the suggestion of Mr Stafford.: [928, 1525, 1102, 1646]
paragraph: Sir,—This railway is perhaps the best placed of all the proposed lines in New Zealand for doing a large traffic. It is of sufficient length, and passes through a fertile district, which is well settled.: [928, 313, 1102, 336]
